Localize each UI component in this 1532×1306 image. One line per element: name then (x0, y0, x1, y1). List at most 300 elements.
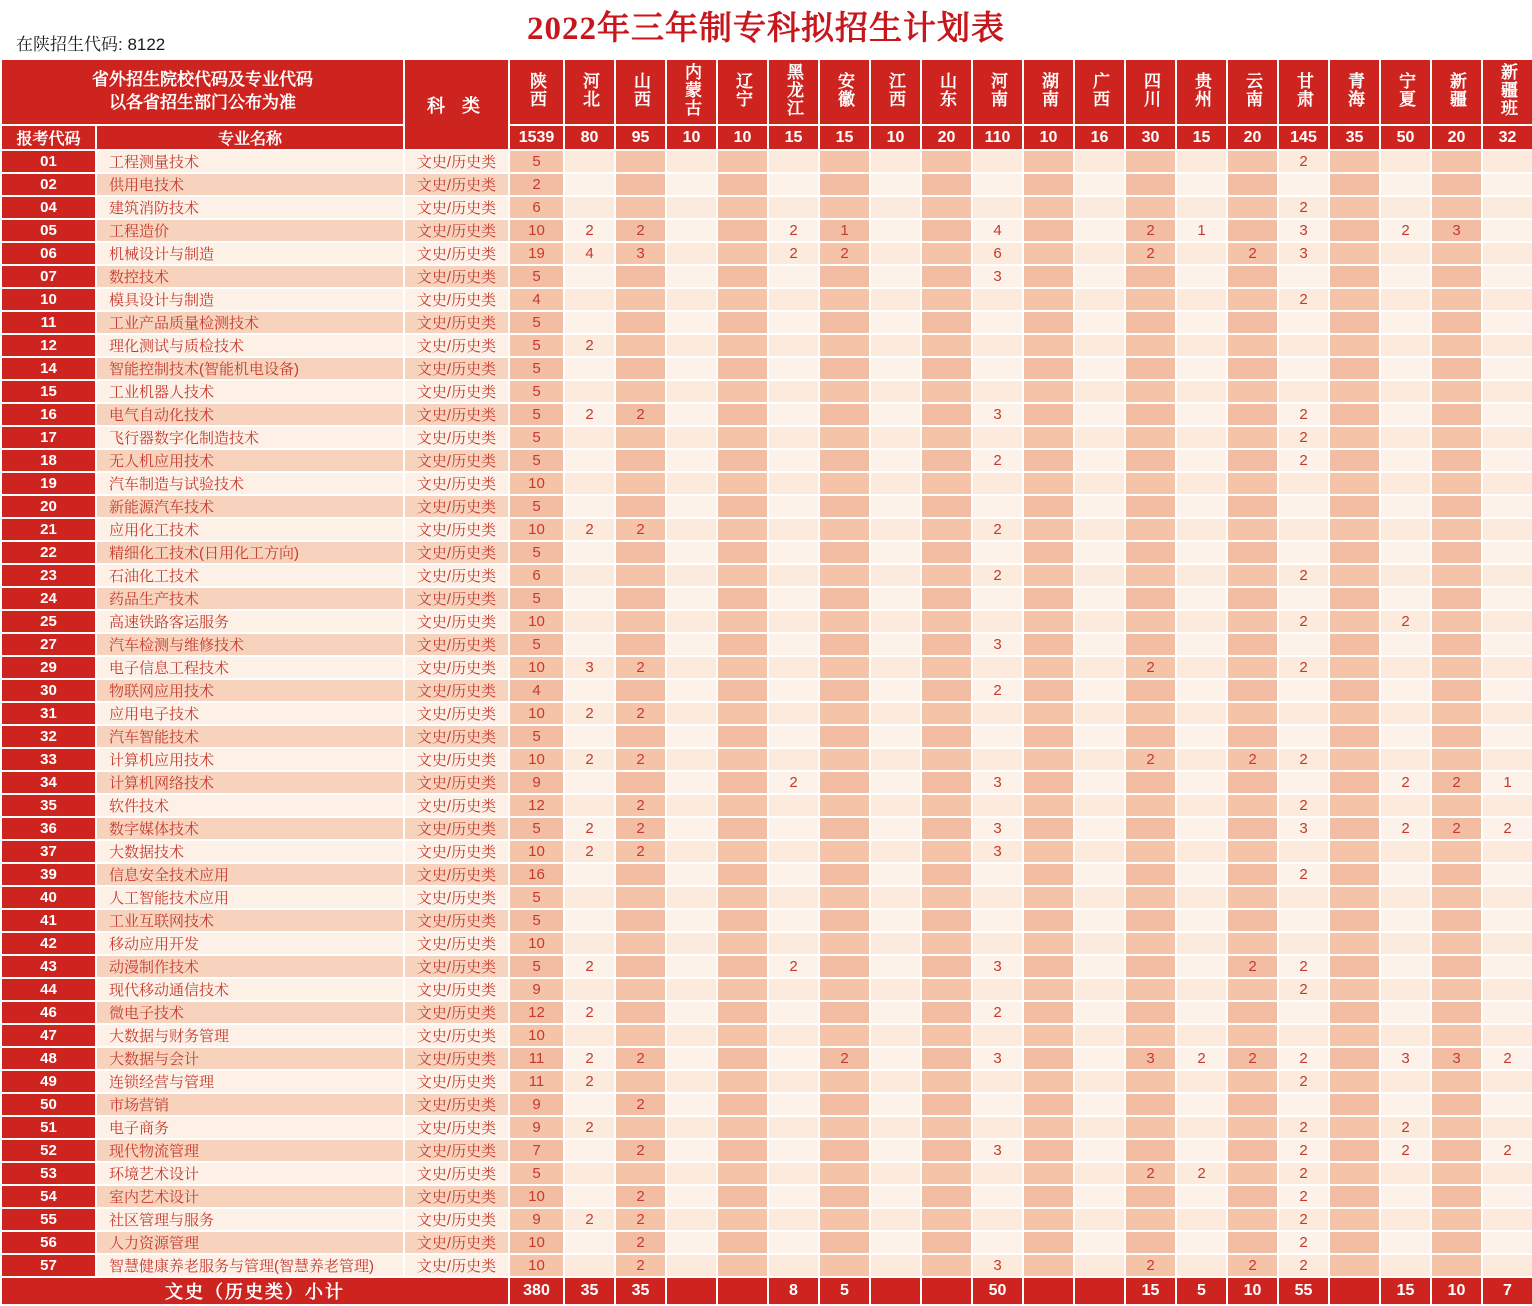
value-cell: 2 (615, 1139, 666, 1162)
value-cell (1176, 380, 1227, 403)
value-cell (768, 863, 819, 886)
province-name: 四川 (1141, 71, 1160, 108)
code-cell: 53 (1, 1162, 96, 1185)
value-cell (1482, 610, 1532, 633)
value-cell (921, 288, 972, 311)
value-cell (1329, 702, 1380, 725)
value-cell (666, 633, 717, 656)
value-cell (717, 909, 768, 932)
value-cell (819, 909, 870, 932)
subject-cell: 文史/历史类 (404, 1254, 509, 1277)
value-cell (666, 518, 717, 541)
value-cell (1125, 196, 1176, 219)
value-cell (1227, 1139, 1278, 1162)
value-cell (972, 1070, 1023, 1093)
value-cell (1074, 932, 1125, 955)
code-cell: 33 (1, 748, 96, 771)
value-cell: 2 (1278, 1070, 1329, 1093)
footer-value-10: 50 (972, 1277, 1023, 1305)
value-cell (615, 265, 666, 288)
code-cell: 17 (1, 426, 96, 449)
table-row (1, 472, 1532, 495)
value-cell: 5 (509, 380, 564, 403)
value-cell (1023, 932, 1074, 955)
value-cell (870, 403, 921, 426)
table-row (1, 1162, 1532, 1185)
value-cell (819, 886, 870, 909)
table-row (1, 932, 1532, 955)
footer-value-19: 10 (1431, 1277, 1482, 1305)
value-cell: 2 (615, 656, 666, 679)
value-cell: 9 (509, 771, 564, 794)
subject-cell: 文史/历史类 (404, 564, 509, 587)
value-cell (972, 656, 1023, 679)
value-cell (768, 472, 819, 495)
value-cell (615, 955, 666, 978)
value-cell (870, 656, 921, 679)
value-cell (972, 541, 1023, 564)
value-cell (717, 771, 768, 794)
value-cell (717, 449, 768, 472)
value-cell (1023, 288, 1074, 311)
code-cell: 11 (1, 311, 96, 334)
value-cell (1074, 978, 1125, 1001)
value-cell (1023, 886, 1074, 909)
value-cell (1482, 1070, 1532, 1093)
value-cell (1227, 541, 1278, 564)
value-cell (1176, 1185, 1227, 1208)
value-cell (1431, 909, 1482, 932)
value-cell (1023, 1047, 1074, 1070)
value-cell (717, 219, 768, 242)
value-cell: 5 (509, 817, 564, 840)
value-cell (564, 495, 615, 518)
value-cell: 3 (615, 242, 666, 265)
value-cell (1329, 242, 1380, 265)
value-cell (1176, 1070, 1227, 1093)
province-name: 江西 (886, 71, 905, 108)
value-cell: 3 (972, 955, 1023, 978)
value-cell (1176, 518, 1227, 541)
value-cell (972, 587, 1023, 610)
value-cell (1482, 311, 1532, 334)
value-cell (972, 357, 1023, 380)
province-total-6: 15 (768, 125, 819, 150)
value-cell (1125, 472, 1176, 495)
value-cell (564, 863, 615, 886)
major-name-cell: 飞行器数字化制造技术 (96, 426, 404, 449)
code-cell: 36 (1, 817, 96, 840)
value-cell (1074, 1093, 1125, 1116)
code-cell: 05 (1, 219, 96, 242)
value-cell: 2 (768, 242, 819, 265)
value-cell (870, 426, 921, 449)
value-cell (717, 840, 768, 863)
value-cell (717, 656, 768, 679)
province-name: 甘肃 (1294, 71, 1313, 108)
table-row (1, 978, 1532, 1001)
value-cell (768, 541, 819, 564)
value-cell (972, 196, 1023, 219)
value-cell (1380, 725, 1431, 748)
value-cell: 4 (972, 219, 1023, 242)
value-cell (564, 932, 615, 955)
value-cell (1329, 932, 1380, 955)
value-cell (921, 334, 972, 357)
value-cell (1431, 886, 1482, 909)
value-cell (1074, 1139, 1125, 1162)
value-cell (666, 173, 717, 196)
code-cell: 29 (1, 656, 96, 679)
footer-value-3: 35 (615, 1277, 666, 1305)
value-cell (1227, 288, 1278, 311)
value-cell (564, 1185, 615, 1208)
value-cell (1482, 955, 1532, 978)
value-cell (615, 150, 666, 173)
value-cell (1482, 541, 1532, 564)
value-cell (666, 334, 717, 357)
major-name-cell: 精细化工技术(日用化工方向) (96, 541, 404, 564)
value-cell (972, 794, 1023, 817)
value-cell (666, 426, 717, 449)
value-cell (1380, 633, 1431, 656)
value-cell (870, 1254, 921, 1277)
value-cell (1023, 909, 1074, 932)
major-name-cell: 大数据与会计 (96, 1047, 404, 1070)
value-cell (1023, 242, 1074, 265)
value-cell: 2 (1227, 1047, 1278, 1070)
value-cell (1176, 426, 1227, 449)
value-cell: 9 (509, 1208, 564, 1231)
value-cell (717, 426, 768, 449)
value-cell (717, 794, 768, 817)
value-cell: 2 (564, 817, 615, 840)
value-cell (870, 1024, 921, 1047)
value-cell (1482, 863, 1532, 886)
value-cell (1380, 656, 1431, 679)
value-cell (1227, 426, 1278, 449)
value-cell (1176, 771, 1227, 794)
value-cell (1329, 518, 1380, 541)
value-cell (564, 541, 615, 564)
code-cell: 12 (1, 334, 96, 357)
value-cell (1227, 679, 1278, 702)
value-cell (1023, 817, 1074, 840)
value-cell (921, 1162, 972, 1185)
value-cell (666, 725, 717, 748)
value-cell: 2 (1482, 1139, 1532, 1162)
value-cell (819, 794, 870, 817)
value-cell (870, 817, 921, 840)
subject-cell: 文史/历史类 (404, 1093, 509, 1116)
footer-value-13: 15 (1125, 1277, 1176, 1305)
value-cell (564, 196, 615, 219)
subject-cell: 文史/历史类 (404, 1162, 509, 1185)
subject-cell: 文史/历史类 (404, 196, 509, 219)
value-cell (1482, 472, 1532, 495)
value-cell (1074, 242, 1125, 265)
value-cell (1431, 380, 1482, 403)
value-cell (1023, 265, 1074, 288)
value-cell (870, 886, 921, 909)
value-cell (1278, 1024, 1329, 1047)
value-cell (1329, 564, 1380, 587)
value-cell (717, 633, 768, 656)
value-cell (1023, 1001, 1074, 1024)
major-name-cell: 智能控制技术(智能机电设备) (96, 357, 404, 380)
value-cell (921, 564, 972, 587)
value-cell (870, 587, 921, 610)
value-cell (1482, 748, 1532, 771)
province-name: 青海 (1345, 71, 1364, 108)
value-cell (1074, 1185, 1125, 1208)
value-cell (1176, 1139, 1227, 1162)
value-cell: 2 (1380, 1139, 1431, 1162)
value-cell (1176, 633, 1227, 656)
value-cell (1227, 403, 1278, 426)
subject-cell: 文史/历史类 (404, 955, 509, 978)
value-cell (1431, 357, 1482, 380)
value-cell (870, 449, 921, 472)
value-cell (1431, 173, 1482, 196)
value-cell: 10 (509, 1024, 564, 1047)
subject-cell: 文史/历史类 (404, 610, 509, 633)
value-cell: 5 (509, 886, 564, 909)
value-cell (666, 472, 717, 495)
value-cell (870, 1116, 921, 1139)
value-cell (1380, 196, 1431, 219)
province-total-11: 10 (1023, 125, 1074, 150)
value-cell (1380, 932, 1431, 955)
value-cell (1329, 863, 1380, 886)
value-cell (768, 449, 819, 472)
value-cell (1227, 840, 1278, 863)
value-cell (717, 196, 768, 219)
province-total-2: 80 (564, 125, 615, 150)
value-cell: 2 (1278, 1139, 1329, 1162)
value-cell (819, 1208, 870, 1231)
value-cell (1125, 725, 1176, 748)
value-cell (921, 840, 972, 863)
province-header-6 (768, 59, 819, 125)
value-cell (666, 909, 717, 932)
value-cell: 16 (509, 863, 564, 886)
code-cell: 56 (1, 1231, 96, 1254)
value-cell: 3 (1431, 219, 1482, 242)
value-cell: 3 (1431, 1047, 1482, 1070)
province-header-7 (819, 59, 870, 125)
value-cell (717, 564, 768, 587)
province-name: 安徽 (835, 71, 854, 108)
value-cell (1482, 840, 1532, 863)
table-row (1, 495, 1532, 518)
value-cell (768, 564, 819, 587)
table-row (1, 564, 1532, 587)
major-header: 专业名称 (96, 125, 404, 150)
value-cell (768, 886, 819, 909)
value-cell (717, 1024, 768, 1047)
value-cell (921, 472, 972, 495)
value-cell (717, 1139, 768, 1162)
value-cell (666, 380, 717, 403)
value-cell (564, 311, 615, 334)
value-cell (921, 426, 972, 449)
value-cell (921, 495, 972, 518)
value-cell (921, 794, 972, 817)
province-header-17 (1329, 59, 1380, 125)
value-cell (564, 1231, 615, 1254)
value-cell: 2 (1278, 288, 1329, 311)
value-cell (615, 978, 666, 1001)
value-cell (1329, 541, 1380, 564)
subject-header: 科 类 (404, 59, 509, 150)
value-cell (615, 610, 666, 633)
value-cell: 2 (564, 1116, 615, 1139)
value-cell (768, 817, 819, 840)
value-cell: 2 (972, 564, 1023, 587)
province-name: 新疆班 (1498, 62, 1517, 117)
value-cell (768, 633, 819, 656)
value-cell (1431, 1254, 1482, 1277)
value-cell (1482, 265, 1532, 288)
value-cell (1125, 863, 1176, 886)
value-cell (1431, 472, 1482, 495)
value-cell (717, 288, 768, 311)
value-cell (1074, 357, 1125, 380)
value-cell (1023, 771, 1074, 794)
value-cell (1176, 288, 1227, 311)
value-cell: 3 (1278, 817, 1329, 840)
value-cell (615, 196, 666, 219)
value-cell (921, 311, 972, 334)
value-cell (819, 1139, 870, 1162)
value-cell: 2 (615, 840, 666, 863)
value-cell (1023, 679, 1074, 702)
value-cell (615, 909, 666, 932)
province-total-18: 50 (1380, 125, 1431, 150)
value-cell (564, 1093, 615, 1116)
value-cell (1482, 1024, 1532, 1047)
value-cell (921, 1047, 972, 1070)
code-cell: 49 (1, 1070, 96, 1093)
value-cell (1125, 173, 1176, 196)
value-cell (819, 288, 870, 311)
value-cell (1176, 863, 1227, 886)
value-cell (1176, 1093, 1227, 1116)
value-cell (717, 403, 768, 426)
value-cell (1431, 656, 1482, 679)
value-cell (1176, 587, 1227, 610)
value-cell (1176, 150, 1227, 173)
value-cell (1329, 1254, 1380, 1277)
value-cell (768, 357, 819, 380)
value-cell (1227, 219, 1278, 242)
value-cell (1278, 495, 1329, 518)
value-cell (717, 242, 768, 265)
value-cell (1176, 564, 1227, 587)
value-cell: 10 (509, 518, 564, 541)
code-cell: 55 (1, 1208, 96, 1231)
subject-cell: 文史/历史类 (404, 794, 509, 817)
value-cell: 2 (768, 955, 819, 978)
value-cell (819, 1254, 870, 1277)
value-cell (819, 978, 870, 1001)
value-cell (1176, 357, 1227, 380)
value-cell (1482, 564, 1532, 587)
value-cell (666, 955, 717, 978)
value-cell (1380, 909, 1431, 932)
table-row (1, 426, 1532, 449)
value-cell: 3 (972, 265, 1023, 288)
value-cell: 9 (509, 1116, 564, 1139)
value-cell (1074, 656, 1125, 679)
value-cell (1227, 863, 1278, 886)
value-cell (717, 863, 768, 886)
value-cell (1329, 403, 1380, 426)
value-cell (666, 656, 717, 679)
value-cell: 2 (1278, 1047, 1329, 1070)
value-cell (1074, 817, 1125, 840)
value-cell (666, 219, 717, 242)
value-cell (615, 886, 666, 909)
value-cell (921, 656, 972, 679)
footer-value-9 (921, 1277, 972, 1305)
province-total-10: 110 (972, 125, 1023, 150)
corner-header-line1: 省外招生院校代码及专业代码 (92, 70, 313, 90)
value-cell (1380, 242, 1431, 265)
code-cell: 01 (1, 150, 96, 173)
value-cell (1176, 334, 1227, 357)
value-cell (1125, 1208, 1176, 1231)
value-cell (972, 472, 1023, 495)
value-cell: 2 (615, 817, 666, 840)
value-cell (768, 656, 819, 679)
value-cell (921, 702, 972, 725)
value-cell (1125, 886, 1176, 909)
value-cell (972, 748, 1023, 771)
value-cell (1227, 794, 1278, 817)
value-cell (921, 1116, 972, 1139)
table-row (1, 748, 1532, 771)
value-cell (972, 702, 1023, 725)
value-cell (1074, 863, 1125, 886)
footer-value-20: 7 (1482, 1277, 1532, 1305)
subject-cell: 文史/历史类 (404, 288, 509, 311)
footer-value-11 (1023, 1277, 1074, 1305)
value-cell (717, 725, 768, 748)
value-cell (1380, 472, 1431, 495)
value-cell (870, 1139, 921, 1162)
value-cell (666, 863, 717, 886)
value-cell (1074, 1070, 1125, 1093)
value-cell (1380, 265, 1431, 288)
province-total-12: 16 (1074, 125, 1125, 150)
province-name: 湖南 (1039, 71, 1058, 108)
value-cell (972, 725, 1023, 748)
value-cell (1125, 150, 1176, 173)
major-name-cell: 电子信息工程技术 (96, 656, 404, 679)
major-name-cell: 大数据技术 (96, 840, 404, 863)
value-cell (1227, 564, 1278, 587)
value-cell (1431, 1231, 1482, 1254)
value-cell (717, 265, 768, 288)
value-cell (1074, 1024, 1125, 1047)
value-cell (666, 771, 717, 794)
value-cell (921, 1185, 972, 1208)
value-cell (819, 863, 870, 886)
value-cell (972, 932, 1023, 955)
value-cell (1023, 311, 1074, 334)
